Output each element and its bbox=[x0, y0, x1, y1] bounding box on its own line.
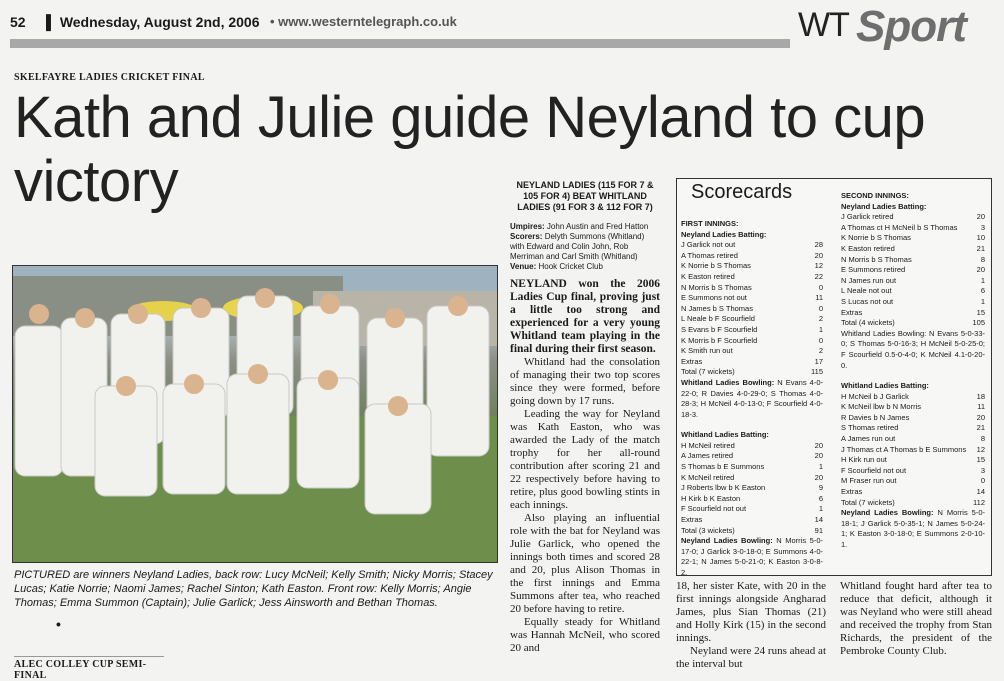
scorecard-row bbox=[841, 455, 985, 466]
scorecard-row bbox=[681, 293, 823, 304]
scorecard-row bbox=[681, 304, 823, 315]
scorecard-runs: 22 bbox=[814, 271, 823, 281]
scorecard-runs: 20 bbox=[814, 440, 823, 450]
neyland-batting-2 bbox=[841, 212, 985, 329]
page-number: 52 bbox=[10, 14, 26, 30]
first-innings-label: FIRST INNINGS: bbox=[681, 219, 739, 228]
scorecard-row bbox=[841, 233, 985, 244]
issue-date-text: Wednesday, August 2nd, 2006 bbox=[59, 14, 260, 30]
scorecard-row bbox=[841, 244, 985, 255]
scorecard-runs: 105 bbox=[972, 318, 985, 328]
scorecard-row bbox=[841, 423, 985, 434]
whitland-bowling-2-figures: N Evans 5-0-33-0; S Thomas 5-0-16-3; H McNeil 5-0-25-0; F Scourfield 0.5-0-4-0; K McNeil 4.1-0-20-0. bbox=[841, 328, 986, 370]
scorecard-row bbox=[681, 473, 823, 484]
scorecard-row bbox=[841, 318, 985, 329]
scorers-label: Scorers: bbox=[510, 232, 543, 241]
neyland-batting-label: Neyland Ladies Batting: bbox=[681, 229, 767, 239]
scorecard-entry: E Summons retired bbox=[841, 265, 906, 275]
scorecard-entry: E Summons not out bbox=[681, 293, 747, 303]
scorecard-entry: F Scourfield not out bbox=[841, 465, 907, 475]
caption-bullet: • bbox=[56, 616, 61, 632]
scorecards-title: Scorecards bbox=[691, 181, 793, 203]
scorecard-entry: S Lucas not out bbox=[841, 296, 894, 306]
neyland-bowling-2 bbox=[841, 508, 985, 550]
brand-wt: WT bbox=[798, 6, 849, 44]
scorecard-runs: 11 bbox=[977, 402, 985, 412]
scorecard-runs: 20 bbox=[976, 412, 985, 422]
scorecard-row bbox=[841, 297, 985, 308]
scorecard-runs: 0 bbox=[980, 476, 985, 486]
whitland-bowling-1-figures: N Evans 4-0-22-0; R Davies 4-0-29-0; S Thomas 4-0-28-3; H McNeil 4-0-13-0; F Scourfield 4-0-18-3. bbox=[681, 377, 823, 419]
scorecard-runs: 112 bbox=[973, 497, 985, 507]
scorecard-entry: S Evans b F Scourfield bbox=[681, 324, 758, 334]
scorecard-runs: 21 bbox=[976, 423, 985, 433]
scorecard-entry: K Norrie b S Thomas bbox=[681, 261, 751, 271]
scorecard-runs: 12 bbox=[976, 444, 985, 454]
scorecard-row bbox=[681, 336, 823, 347]
scorecard-runs: 115 bbox=[811, 367, 823, 377]
scorecard-entry: J Garlick retired bbox=[841, 212, 894, 222]
scorecard-row bbox=[841, 223, 985, 234]
neyland-bowling-1 bbox=[681, 536, 823, 578]
scorecard-runs: 20 bbox=[814, 472, 823, 482]
scorecard-entry: M Fraser run out bbox=[841, 476, 897, 486]
scorecard-row bbox=[681, 515, 823, 526]
article-paragraph: Whitland had the consolation of managing their two top scores since they were formed, before going down by 17 runs. bbox=[510, 356, 660, 407]
scorecard-entry: N Morris b S Thomas bbox=[681, 282, 752, 292]
scorecard-runs: 8 bbox=[980, 434, 985, 444]
neyland-bowling-1-label: Neyland Ladies Bowling: bbox=[681, 536, 773, 546]
scorecard-entry: J Thomas ct A Thomas b E Summons bbox=[841, 444, 967, 454]
scorecard-runs: 10 bbox=[976, 233, 985, 243]
umpires-line bbox=[510, 222, 660, 232]
neyland-bowling-2-figures: N Morris 5-0-18-1; J Garlick 5-0-35-1; N James 5-0-24-1; K Easton 3-0-18-0; E Summons 2-0-10-1. bbox=[841, 508, 985, 549]
scorecard-row bbox=[841, 212, 985, 223]
scorecard-entry: K McNeil retired bbox=[681, 472, 735, 482]
scorecard-row bbox=[681, 261, 823, 272]
team-photo bbox=[12, 265, 498, 563]
scorecard-entry: N Morris b S Thomas bbox=[841, 254, 912, 264]
scorecard-entry: R Davies b N James bbox=[841, 412, 910, 422]
header-rule bbox=[10, 39, 790, 48]
scorecard-runs: 18 bbox=[976, 391, 985, 401]
scorecard-runs: 1 bbox=[818, 504, 823, 514]
scorecard-row bbox=[841, 392, 985, 403]
scorecard-entry: S Thomas retired bbox=[841, 423, 899, 433]
match-result: NEYLAND LADIES (115 FOR 7 & 105 FOR 4) BEAT WHITLAND LADIES (91 FOR 3 & 112 FOR 7) bbox=[516, 180, 654, 212]
scorecard-runs: 0 bbox=[818, 282, 823, 292]
scorecard-row bbox=[841, 402, 985, 413]
issue-date: ▌ Wednesday, August 2nd, 2006 bbox=[46, 14, 260, 30]
brand-sport: Sport bbox=[856, 2, 966, 51]
scorecard-entry: H Kirk b K Easton bbox=[681, 493, 741, 503]
article-column-1 bbox=[510, 278, 660, 655]
second-innings-label: SECOND INNINGS: bbox=[841, 191, 909, 200]
page-header bbox=[10, 2, 994, 56]
scorecard-row bbox=[681, 272, 823, 283]
scorecard-entry: K Morris b F Scourfield bbox=[681, 335, 758, 345]
scorecard-entry: A Thomas ct H McNeil b S Thomas bbox=[841, 222, 958, 232]
scorecard-entry: K Easton retired bbox=[681, 271, 735, 281]
scorecard-runs: 20 bbox=[976, 265, 985, 275]
scorecard-runs: 3 bbox=[980, 222, 985, 232]
scorecard-entry: Total (4 wickets) bbox=[841, 318, 895, 328]
scorecard-row bbox=[681, 504, 823, 515]
whitland-bowling-1 bbox=[681, 378, 823, 420]
whitland-batting-2-label: Whitland Ladies Batting: bbox=[841, 381, 929, 391]
scorecard-row bbox=[841, 434, 985, 445]
scorecard-runs: 2 bbox=[818, 314, 823, 324]
scorecard-runs: 15 bbox=[976, 455, 985, 465]
scorecard-entry: J Garlick not out bbox=[681, 240, 736, 250]
scorecard-runs: 8 bbox=[980, 254, 985, 264]
whitland-batting-label: Whitland Ladies Batting: bbox=[681, 430, 769, 440]
scorecard-entry: Extras bbox=[841, 307, 863, 317]
scorecard-row bbox=[681, 346, 823, 357]
scorecard-runs: 2 bbox=[818, 346, 823, 356]
article-paragraph: 18, her sister Kate, with 20 in the first innings alongside Angharad James, plus Sian Thomas (21) and Holly Kirk (15) in the second innings. bbox=[676, 580, 826, 644]
scorecard-row bbox=[681, 325, 823, 336]
scorecard-entry: L Neale b F Scourfield bbox=[681, 314, 755, 324]
scorecard-entry: K McNeil lbw b N Morris bbox=[841, 402, 922, 412]
scorecard-row bbox=[841, 308, 985, 319]
scorecard-entry: K Norrie b S Thomas bbox=[841, 233, 911, 243]
article-paragraph: Whitland fought hard after tea to reduce that deficit, although it was Neyland who were still ahead and received the trophy from Stan Richards, the president of the Pembroke County Club. bbox=[840, 580, 992, 657]
scorers-line bbox=[510, 232, 660, 262]
whitland-bowling-2-label: Whitland Ladies Bowling: bbox=[841, 328, 927, 338]
article-headline: Kath and Julie guide Neyland to cup victory bbox=[14, 85, 926, 214]
site-url-text: www.westerntelegraph.co.uk bbox=[278, 14, 457, 29]
scorecard-row bbox=[681, 314, 823, 325]
venue-line bbox=[510, 262, 660, 272]
neyland-batting-1 bbox=[681, 240, 823, 378]
scorecard-entry: Extras bbox=[681, 356, 703, 366]
umpires-value: John Austin and Fred Hatton bbox=[546, 222, 649, 231]
next-article-kicker: ALEC COLLEY CUP SEMI-FINAL bbox=[14, 656, 164, 681]
scorecard-entry: A James run out bbox=[841, 434, 896, 444]
scorecard-runs: 0 bbox=[818, 303, 823, 313]
scorecard-runs: 3 bbox=[980, 465, 985, 475]
whitland-bowling-2 bbox=[841, 329, 985, 371]
article-paragraph: Leading the way for Neyland was Kath Easton, who was awarded the Lady of the match trophy for her all-round contribution after scoring 21 and 22 respectively before having to retire, plus good bowling stints in each innings. bbox=[510, 408, 660, 511]
scorecard-entry: Extras bbox=[841, 487, 863, 497]
scorecard-runs: 15 bbox=[976, 307, 985, 317]
scorecard-row bbox=[681, 251, 823, 262]
scorecard-entry: H McNeil retired bbox=[681, 440, 735, 450]
scorecard-row bbox=[841, 498, 985, 509]
neyland-bowling-1-figures: N Morris 5-0-17-0; J Garlick 3-0-18-0; E Summons 4-0-22-1; N James 5-0-21-0; K Easton 3-0-8-2. bbox=[681, 536, 823, 577]
scorecard-row bbox=[841, 255, 985, 266]
neyland-batting-2-label: Neyland Ladies Batting: bbox=[841, 201, 927, 211]
scorecard-entry: S Thomas b E Summons bbox=[681, 462, 765, 472]
scorecard-runs: 1 bbox=[980, 275, 985, 285]
scorecard-row bbox=[841, 476, 985, 487]
scorecard-row bbox=[681, 367, 823, 378]
scorecard-entry: J Roberts lbw b K Easton bbox=[681, 483, 766, 493]
site-url: • www.westerntelegraph.co.uk bbox=[270, 14, 457, 29]
scorecard-entry: K Easton retired bbox=[841, 243, 895, 253]
scorecard-row bbox=[841, 487, 985, 498]
scorers-value: Delyth Summons (Whitland) with Edward and Colin John, Rob Merriman and Carl Smith (Whitland) bbox=[510, 232, 645, 261]
scorecard-runs: 28 bbox=[814, 240, 823, 250]
scorecard-row bbox=[681, 462, 823, 473]
scorecard-row bbox=[841, 286, 985, 297]
scorecard-runs: 20 bbox=[814, 451, 823, 461]
article-paragraph: Equally steady for Whitland was Hannah McNeil, who scored 20 and bbox=[510, 616, 660, 654]
article-kicker: SKELFAYRE LADIES CRICKET FINAL bbox=[14, 72, 205, 83]
scorecard-entry: H Kirk run out bbox=[841, 455, 887, 465]
scorecard-runs: 14 bbox=[976, 487, 985, 497]
article-lead: NEYLAND won the 2006 Ladies Cup final, proving just a little too strong and experienced for a very young Whitland team playing in the final during their first season. bbox=[510, 278, 660, 355]
scorecard-row bbox=[841, 413, 985, 424]
scorecard-runs: 9 bbox=[818, 483, 823, 493]
scorecard-row bbox=[841, 445, 985, 456]
scorecard-runs: 14 bbox=[814, 515, 823, 525]
scorecard-entry: N James b S Thomas bbox=[681, 303, 753, 313]
neyland-bowling-2-label: Neyland Ladies Bowling: bbox=[841, 508, 934, 518]
scorecard-row bbox=[681, 240, 823, 251]
whitland-batting-1 bbox=[681, 441, 823, 536]
whitland-bowling-1-label: Whitland Ladies Bowling: bbox=[681, 377, 775, 387]
scorecard-runs: 6 bbox=[980, 286, 985, 296]
scorecard-row bbox=[841, 265, 985, 276]
scorecard-runs: 20 bbox=[814, 250, 823, 260]
scorecard-runs: 1 bbox=[818, 462, 823, 472]
scorecard-entry: N James run out bbox=[841, 275, 897, 285]
scorecards-left-column bbox=[681, 219, 823, 579]
whitland-batting-2 bbox=[841, 392, 985, 509]
scorecard-runs: 1 bbox=[818, 324, 823, 334]
venue-label: Venue: bbox=[510, 262, 537, 271]
scorecard-entry: L Neale not out bbox=[841, 286, 892, 296]
scorecard-runs: 11 bbox=[815, 293, 823, 303]
scorecard-entry: Extras bbox=[681, 515, 703, 525]
scorecard-entry: A Thomas retired bbox=[681, 250, 738, 260]
scorecard-entry: Total (7 wickets) bbox=[681, 367, 735, 377]
scorecard-entry: Total (3 wickets) bbox=[681, 525, 735, 535]
scorecard-entry: K Smith run out bbox=[681, 346, 733, 356]
scorecards-right-column bbox=[841, 191, 985, 551]
scorecard-entry: Total (7 wickets) bbox=[841, 497, 895, 507]
scorecard-runs: 0 bbox=[818, 335, 823, 345]
match-officials bbox=[510, 222, 660, 272]
article-column-2 bbox=[676, 580, 826, 671]
scorecard-runs: 20 bbox=[976, 212, 985, 222]
scorecard-row bbox=[681, 283, 823, 294]
scorecard-runs: 17 bbox=[814, 356, 823, 366]
scorecard-row bbox=[841, 466, 985, 477]
scorecard-row bbox=[841, 276, 985, 287]
scorecard-row bbox=[681, 526, 823, 537]
scorecard-runs: 91 bbox=[814, 525, 823, 535]
article-column-3 bbox=[840, 580, 992, 658]
photo-caption: PICTURED are winners Neyland Ladies, back row: Lucy McNeil; Kelly Smith; Nicky Morris; Stacey Lucas; Katie Norrie; Naomi James; Rachel Sinton; Kath Easton. Front row: Kelly Morris; Angie Thomas; Emma Summon (Captain); Julie Garlick; Jess Ainsworth and Bethan Thomas. bbox=[14, 569, 493, 609]
article-paragraph: Also playing an influential role with the bat for Neyland was Julie Garlick, who opened the innings both times and scored 28 and 20, plus Alison Thomas in the first innings and Emma Summons after tea, who reached 20 before having to retire. bbox=[510, 512, 660, 615]
scorecard-entry: F Scourfield not out bbox=[681, 504, 747, 514]
scorecard-row bbox=[681, 483, 823, 494]
scorecard-row bbox=[681, 357, 823, 368]
scorecard-runs: 1 bbox=[980, 296, 985, 306]
venue-value: Hook Cricket Club bbox=[538, 262, 603, 271]
scorecard-runs: 21 bbox=[976, 243, 985, 253]
scorecard-row bbox=[681, 441, 823, 452]
scorecard-runs: 12 bbox=[814, 261, 823, 271]
scorecard-entry: A James retired bbox=[681, 451, 734, 461]
scorecard-entry: H McNeil b J Garlick bbox=[841, 391, 909, 401]
scorecards-box bbox=[676, 178, 992, 576]
team-photo-illustration bbox=[13, 266, 497, 562]
umpires-label: Umpires: bbox=[510, 222, 545, 231]
scorecard-row bbox=[681, 451, 823, 462]
scorecard-runs: 6 bbox=[818, 493, 823, 503]
article-paragraph: Neyland were 24 runs ahead at the interval but bbox=[676, 645, 826, 670]
scorecard-row bbox=[681, 494, 823, 505]
